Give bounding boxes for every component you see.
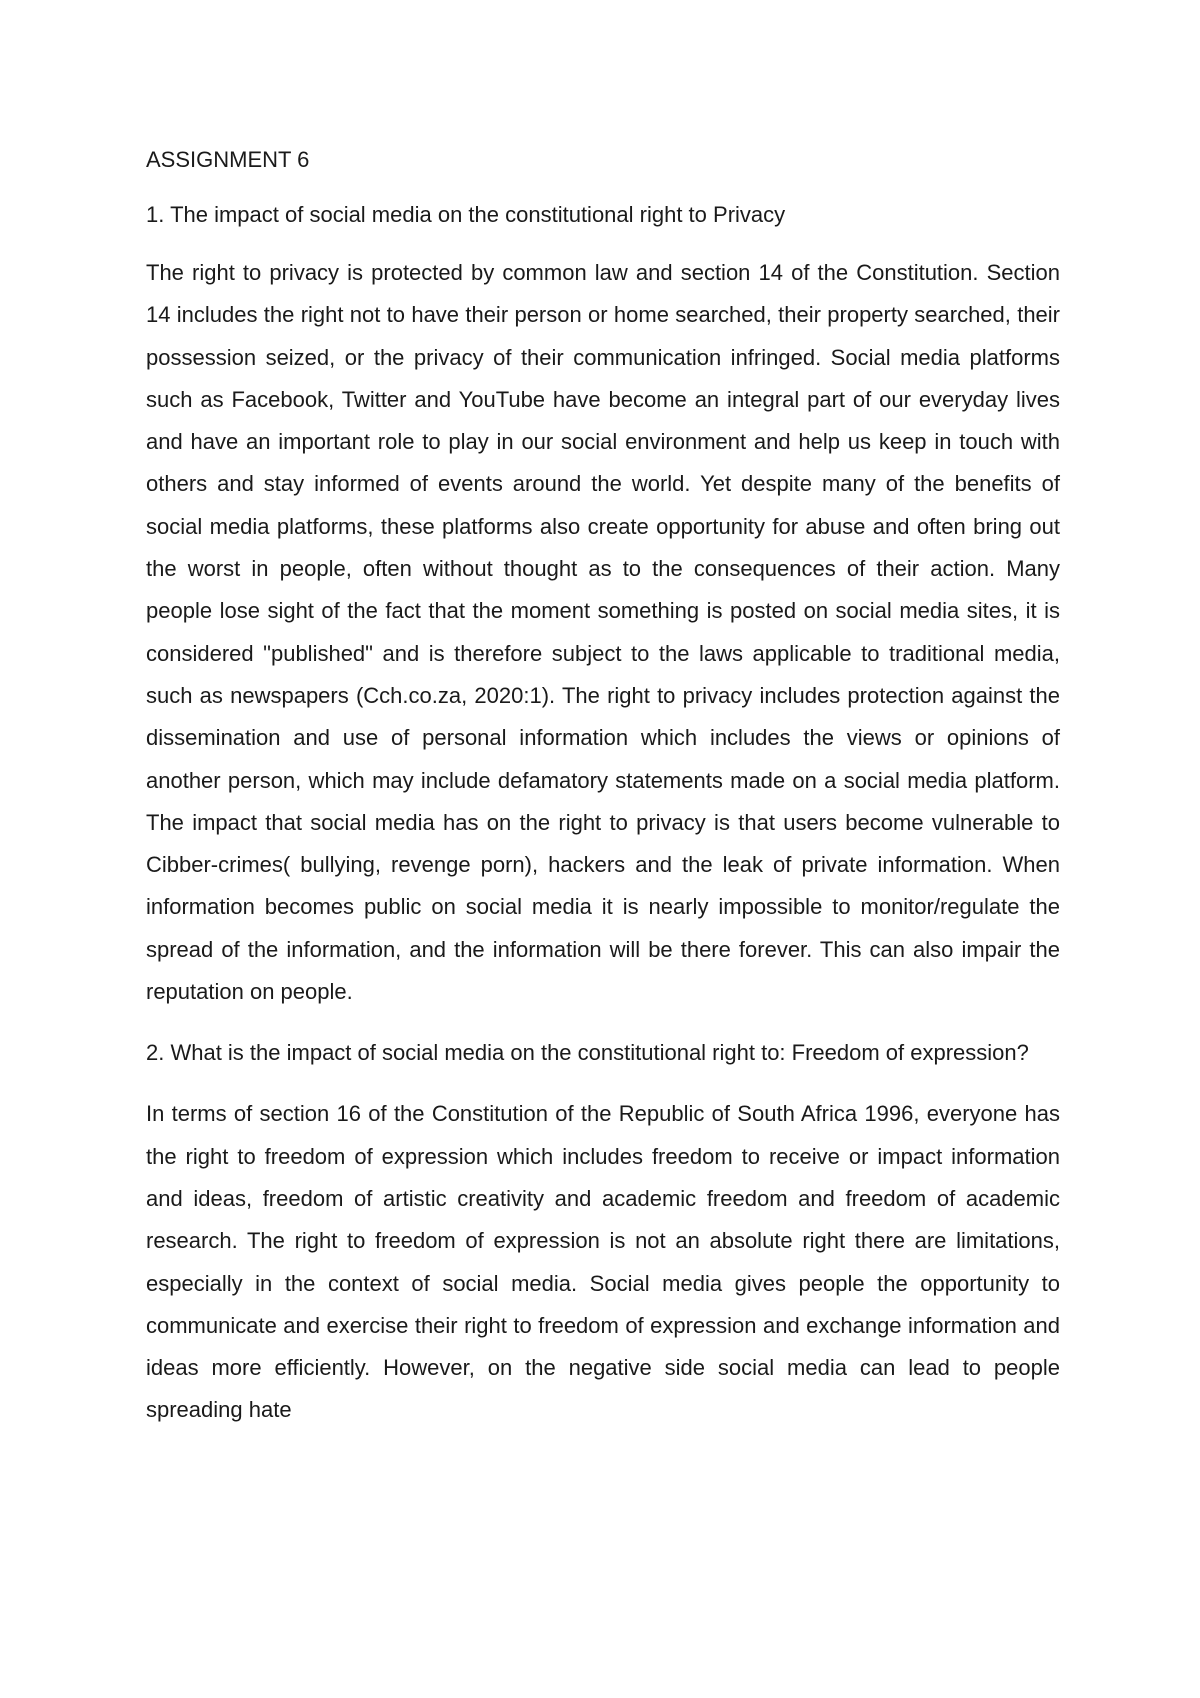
question-2-body: In terms of section 16 of the Constitution of the Republic of South Africa 1996, everyone has the right to freedom of expression which includes freedom to receive or impact information and ideas, freedom of artistic creativity and academic freedom and freedom of academic research. The right to freedom of expression is not an absolute right there are limitations, especially in the context of social media. Social media gives people the opportunity to communicate and exercise their right to freedom of expression and exchange information and ideas more efficiently. However, on the negative side social media can lead to people spreading hate: [146, 1101, 1060, 1423]
document-title: ASSIGNMENT 6: [146, 147, 310, 172]
question-2-heading: 2. What is the impact of social media on the constitutional right to: Freedom of expression?: [146, 1040, 1029, 1066]
question-1-heading: 1. The impact of social media on the constitutional right to Privacy: [146, 202, 786, 227]
document-content: [146, 142, 1060, 1451]
question-1-body: The right to privacy is protected by common law and section 14 of the Constitution. Section 14 includes the right not to have their person or home searched, their property searched, their possession seized, or the privacy of their communication infringed. Social media platforms such as Facebook, Twitter and YouTube have become an integral part of our everyday lives and have an important role to play in our social environment and help us keep in touch with others and stay informed of events around the world. Yet despite many of the benefits of social media platforms, these platforms also create opportunity for abuse and often bring out the worst in people, often without thought as to the consequences of their action. Many people lose sight of the fact that the moment something is posted on social media sites, it is considered "published" and is therefore subject to the laws applicable to traditional media, such as newspapers (Cch.co.za, 2020:1). The right to privacy includes protection against the dissemination and use of personal information which includes the views or opinions of another person, which may include defamatory statements made on a social media platform. The impact that social media has on the right to privacy is that users become vulnerable to Cibber-crimes( bullying, revenge porn), hackers and the leak of private information. When information becomes public on social media it is nearly impossible to monitor/regulate the spread of the information, and the information will be there forever. This can also impair the reputation on people.: [146, 260, 1060, 1005]
